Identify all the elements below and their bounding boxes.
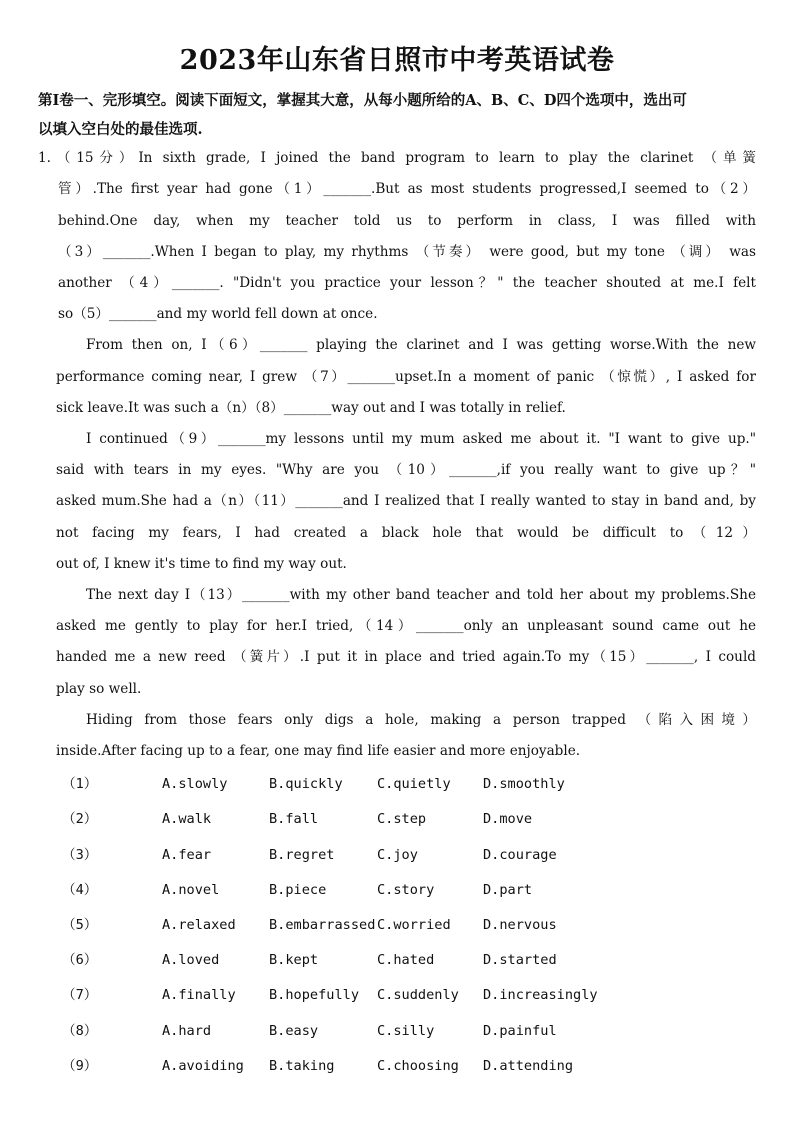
passage-line: The next day I（13）_______with my other band teacher and told her about my problems.She xyxy=(86,587,756,603)
option-d[interactable]: D.painful xyxy=(483,1023,557,1039)
question-row xyxy=(62,880,762,900)
option-b[interactable]: B.embarrassed xyxy=(269,917,376,933)
section-instructions xyxy=(38,86,758,144)
question-number: （7） xyxy=(62,987,98,1003)
option-a[interactable]: A.hard xyxy=(162,1023,212,1039)
passage-line: out of, I knew it's time to find my way out. xyxy=(56,556,347,572)
question-number: （6） xyxy=(62,952,98,968)
passage-line: asked me gently to play for her.I tried,（14）_______only an unpleasant sound came out he xyxy=(56,618,756,634)
question-number: （9） xyxy=(62,1058,98,1074)
option-c[interactable]: C.step xyxy=(377,811,427,827)
passage-line: not facing my fears, I had created a black hole that would be difficult to（12） xyxy=(56,525,756,541)
question-row xyxy=(62,1056,762,1076)
option-c[interactable]: C.suddenly xyxy=(377,987,459,1003)
passage-line: inside.After facing up to a fear, one may find life easier and more enjoyable. xyxy=(56,743,581,759)
passage-line: handed me a new reed （簧片）.I put it in place and tried again.To my（15）_______, I could xyxy=(56,649,756,665)
passage-line: another （4）_______. "Didn't you practice your lesson？" the teacher shouted at me.I felt xyxy=(58,275,756,291)
passage-line: so（5）_______and my world fell down at once. xyxy=(58,306,378,322)
option-c[interactable]: C.choosing xyxy=(377,1058,459,1074)
question-row xyxy=(62,1021,762,1041)
option-b[interactable]: B.regret xyxy=(269,847,335,863)
option-a[interactable]: A.relaxed xyxy=(162,917,236,933)
option-a[interactable]: A.slowly xyxy=(162,776,228,792)
question-row xyxy=(62,809,762,829)
option-b[interactable]: B.kept xyxy=(269,952,319,968)
option-a[interactable]: A.avoiding xyxy=(162,1058,244,1074)
question-number: （2） xyxy=(62,811,98,827)
passage-line: （3）_______.When I began to play, my rhythms （节奏） were good, but my tone （调） was xyxy=(58,244,756,260)
option-d[interactable]: D.courage xyxy=(483,847,557,863)
passage-line: 1.（15分）In sixth grade, I joined the band program to learn to play the clarinet （单簧 xyxy=(38,150,756,166)
passage-line: I continued（9）_______my lessons until my mum asked me about it. "I want to give up." xyxy=(86,431,756,447)
question-row xyxy=(62,845,762,865)
passage-line: performance coming near, I grew （7）_______upset.In a moment of panic （惊慌）, I asked for xyxy=(56,369,756,385)
option-a[interactable]: A.finally xyxy=(162,987,236,1003)
option-d[interactable]: D.move xyxy=(483,811,533,827)
passage-line: Hiding from those fears only digs a hole, making a person trapped （陷入困境） xyxy=(86,712,756,728)
option-b[interactable]: B.taking xyxy=(269,1058,335,1074)
question-number: （5） xyxy=(62,917,98,933)
question-row xyxy=(62,950,762,970)
option-b[interactable]: B.hopefully xyxy=(269,987,360,1003)
page-title: 2023年山东省日照市中考英语试卷 xyxy=(179,45,615,76)
option-c[interactable]: C.worried xyxy=(377,917,451,933)
option-a[interactable]: A.fear xyxy=(162,847,212,863)
passage-line: behind.One day, when my teacher told us to perform in class, I was filled with xyxy=(58,213,756,229)
option-c[interactable]: C.hated xyxy=(377,952,435,968)
instruction-line: 以填入空白处的最佳选项. xyxy=(38,121,203,138)
passage-line: said with tears in my eyes. "Why are you （10）_______,if you really want to give up？" xyxy=(56,462,756,478)
question-row xyxy=(62,774,762,794)
passage-line: 管）.The first year had gone（1）_______.But as most students progressed,I seemed to（2） xyxy=(58,181,756,197)
question-row xyxy=(62,915,762,935)
option-d[interactable]: D.attending xyxy=(483,1058,574,1074)
passage-line: From then on, I（6）_______ playing the clarinet and I was getting worse.With the new xyxy=(86,337,756,353)
instruction-line: 第Ⅰ卷一、完形填空。阅读下面短文，掌握其大意，从每小题所给的A、B、C、D四个选项中，选出可 xyxy=(38,92,687,109)
passage-line: asked mum.She had a（n）（11）_______and I realized that I really wanted to stay in band and, by xyxy=(56,493,756,509)
question-number: （8） xyxy=(62,1023,98,1039)
passage-line: sick leave.It was such a（n）（8）_______way out and I was totally in relief. xyxy=(56,400,566,416)
option-a[interactable]: A.loved xyxy=(162,952,220,968)
option-d[interactable]: D.increasingly xyxy=(483,987,598,1003)
option-b[interactable]: B.easy xyxy=(269,1023,319,1039)
option-a[interactable]: A.walk xyxy=(162,811,212,827)
option-c[interactable]: C.story xyxy=(377,882,435,898)
option-b[interactable]: B.quickly xyxy=(269,776,343,792)
option-b[interactable]: B.fall xyxy=(269,811,319,827)
option-c[interactable]: C.silly xyxy=(377,1023,435,1039)
question-number: （4） xyxy=(62,882,98,898)
option-d[interactable]: D.nervous xyxy=(483,917,557,933)
passage-line: play so well. xyxy=(56,681,142,697)
option-c[interactable]: C.quietly xyxy=(377,776,451,792)
question-row xyxy=(62,985,762,1005)
option-a[interactable]: A.novel xyxy=(162,882,220,898)
option-c[interactable]: C.joy xyxy=(377,847,418,863)
option-d[interactable]: D.smoothly xyxy=(483,776,565,792)
option-d[interactable]: D.started xyxy=(483,952,557,968)
option-d[interactable]: D.part xyxy=(483,882,533,898)
option-b[interactable]: B.piece xyxy=(269,882,327,898)
question-number: （3） xyxy=(62,847,98,863)
question-number: （1） xyxy=(62,776,98,792)
